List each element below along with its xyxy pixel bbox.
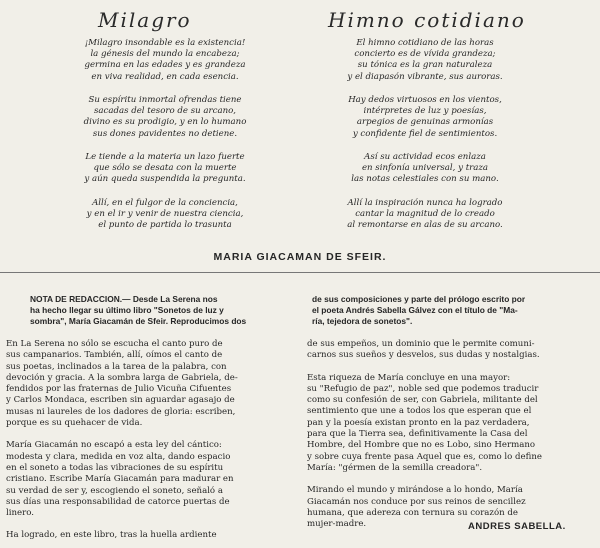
verse-line: Hay dedos virtuosos en los vientos, [348, 95, 502, 105]
verse-line: arpegios de genuinas armonías [356, 117, 494, 128]
verse-line: su tónica es la gran naturaleza [357, 60, 493, 71]
body-line: Ha logrado, en este libro, tras la huella ardiente [6, 530, 217, 541]
verse-line: el punto de partida lo trasunta [98, 220, 232, 231]
stanza [305, 198, 545, 232]
body-line: sus poetas, inclinados a la tarea de la palabra, con [6, 361, 227, 372]
note-line: NOTA DE REDACCION.— Desde La Serena nos [30, 294, 218, 304]
body-line: Mirando el mundo y mirándose a lo hondo, María [307, 485, 523, 496]
paragraph-gap [307, 474, 542, 485]
body-line: y sobre cuya frente pasa Aquel que es, como lo define [307, 451, 542, 462]
body-line: humana, que adereza con ternura su corazón de [307, 507, 518, 518]
verse-line: en viva realidad, en cada esencia. [91, 71, 239, 82]
body-line: mujer-madre. [307, 519, 367, 530]
prologue-left-column [6, 339, 238, 542]
stanza [305, 38, 545, 83]
stanza [305, 152, 545, 186]
verse-line: concierto es de vívida grandeza; [354, 49, 496, 60]
paragraph-gap [307, 362, 542, 373]
note-line: de sus composiciones y parte del prólogo escrito por [312, 294, 526, 304]
verse-line: en sinfonía universal, y traza [361, 163, 489, 174]
verse-line: Así su actividad ecos enlaza [364, 152, 486, 162]
verse-line: germina en las edades y es grandeza [84, 60, 246, 71]
verse-line: sus dones pavidentes no detiene. [92, 128, 238, 139]
paragraph-gap [6, 429, 238, 440]
verse-line: El himno cotidiano de las horas [356, 38, 494, 48]
editorial-note-left [30, 294, 246, 327]
body-line: como su confesión de ser, con Gabriela, militante del [307, 395, 538, 406]
body-line: María: "gérmen de la semilla creadora". [307, 462, 483, 473]
body-line: para que la Tierra sea, definitivamente la Casa del [307, 429, 528, 440]
stanza [45, 95, 285, 140]
body-line: de sus empeños, un dominio que le permite comuni- [307, 339, 535, 349]
body-line: sentimiento que une a todos los que esperan que el [307, 406, 532, 417]
body-line: En La Serena no sólo se escucha el canto puro de [6, 339, 223, 349]
body-line: sus días una responsabilidad de catorce puertas de [6, 496, 230, 507]
verse-line: intérpretes de luz y poesías, [363, 106, 487, 117]
body-line: en el soneto a todas las vibraciones de su espíritu [6, 462, 224, 473]
verse-line: y confidente fiel de sentimientos. [352, 128, 498, 139]
prologue-right-column [307, 339, 542, 530]
verse-line: ¡Milagro insondable es la existencia! [84, 38, 246, 48]
poem-right-title: Himno cotidiano [328, 8, 526, 32]
body-line: fendidos por las fraternas de Julio Vicuña Cifuentes [6, 384, 232, 395]
poem-left-title: Milagro [98, 8, 192, 32]
verse-line: al remontarse en alas de su arcano. [347, 220, 503, 231]
verse-line: Su espíritu inmortal ofrendas tiene [88, 95, 242, 105]
body-line: linero. [6, 508, 34, 519]
stanza [45, 38, 285, 83]
stanza [45, 152, 285, 186]
body-line: y Carlos Mondaca, escriben sin aguardar agasajo de [6, 395, 235, 406]
verse-line: cantar la magnitud de lo creado [355, 209, 495, 220]
body-line: Hombre, del Hombre que no es Lobo, sino Hermano [307, 440, 536, 451]
body-line: su "Refugio de paz", noble sed que podemos traducir [307, 383, 539, 394]
author-byline: MARIA GIACAMAN DE SFEIR. [213, 251, 387, 263]
verse-line: y el diapasón vibrante, sus auroras. [347, 71, 503, 82]
body-line: Giacamán nos conduce por sus reinos de sencillez [307, 496, 526, 507]
body-line: porque es su quehacer de vida. [6, 418, 143, 429]
verse-line: Allí la inspiración nunca ha logrado [347, 198, 503, 208]
editorial-note-right [312, 294, 525, 327]
stanza [305, 95, 545, 140]
body-line: musas ni laureles de los dadores de gloria: escriben, [6, 406, 236, 417]
section-divider [0, 272, 600, 281]
body-line: pan y la poesía existan pronto en la paz verdadera, [307, 417, 530, 428]
body-line: devoción y gracia. A la sombra larga de Gabriela, de- [6, 372, 238, 383]
body-line: su verdad de ser y, escogiendo el soneto, señaló a [6, 485, 223, 496]
stanza [45, 198, 285, 232]
note-line: el poeta Andrés Sabella Gálvez con el título de "Ma- [312, 305, 518, 315]
verse-line: y aún queda suspendida la pregunta. [84, 174, 246, 185]
verse-line: divino es su prodigio, y en lo humano [83, 117, 247, 128]
body-line: Esta riqueza de María concluye en una mayor: [307, 372, 511, 383]
body-line: cristiano. Escribe María Giacamán para madurar en [6, 474, 234, 485]
verse-line: la génesis del mundo la encabeza; [90, 49, 240, 60]
verse-line: las notas celestiales con su mano. [351, 174, 499, 185]
body-line: carnos sus sueños y desvelos, sus dudas y nostalgias. [307, 350, 540, 361]
verse-line: y en el ir y venir de nuestra ciencia, [86, 209, 244, 220]
signature: ANDRES SABELLA. [468, 521, 566, 532]
verse-line: Allí, en el fulgor de la conciencia, [92, 198, 238, 208]
note-line: sombra", María Giacamán de Sfeir. Reproducimos dos [30, 316, 247, 326]
body-line: modesta y clara, medida en voz alta, dando espacio [6, 451, 231, 462]
verse-line: sacadas del tesoro de su arcano, [93, 106, 237, 117]
note-line: ha hecho llegar su último libro "Sonetos de luz y [30, 305, 224, 315]
paragraph-gap [6, 519, 238, 530]
body-line: sus campanarios. También, allí, oímos el canto de [6, 350, 223, 361]
verse-line: que sólo se desata con la muerte [93, 163, 237, 174]
note-line: ría, tejedora de sonetos". [312, 316, 413, 326]
body-line: María Giacamán no escapó a esta ley del cántico: [6, 440, 222, 451]
verse-line: Le tiende a la materia un lazo fuerte [85, 152, 245, 162]
